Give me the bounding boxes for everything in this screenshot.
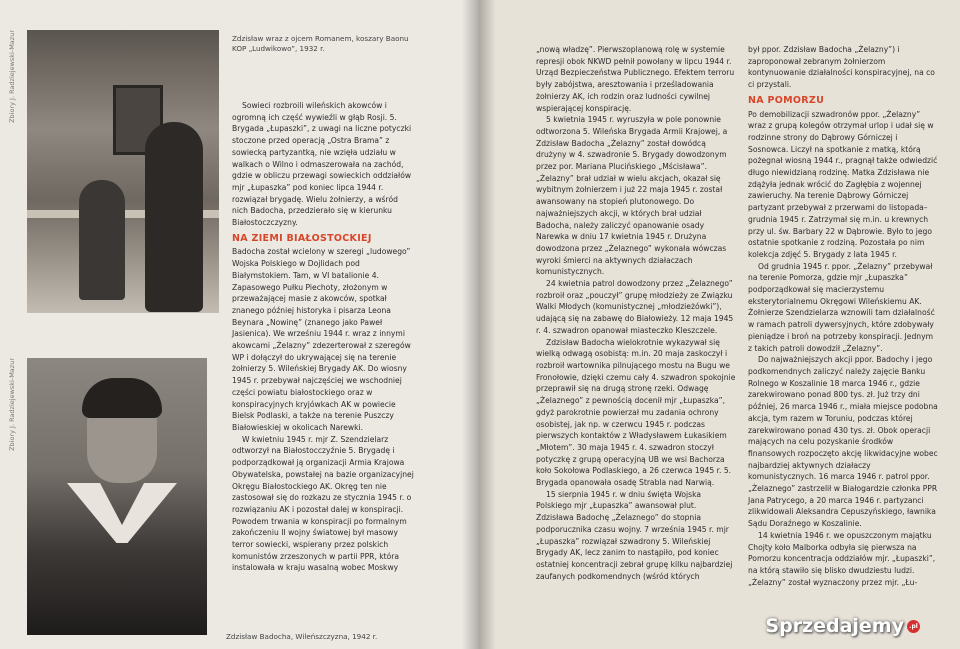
right-page [478, 0, 960, 649]
paragraph: Badocha został wcielony w szeregi „ludowego” Wojska Polskiego w Dojlidach pod Białymstokiem. Tam, w VI batalionie 4. Zapasowego Pułku Piechoty, złożonym w przeważającej masie z akowców, spotkał znanego później historyka i pisarza Leona Beynara „Nowinę” (znanego jako Paweł Jasienica). We wrześniu 1944 r. wraz z innymi akowcami „Żelazny” zdezerterował z szeregów WP i dołączył do ukrywającej się na terenie żołnierzy 5. Wileńskiej Brygady AK. Do wiosny 1945 r. przebywał najczęściej we wschodniej części powiatu białostockiego oraz w konspiracyjnych kryjówkach AK w powiecie Bielsk Podlaski, a także na terenie Puszczy Białowieskiej w okolicach Narewki. [232, 247, 411, 432]
paragraph: 15 sierpnia 1945 r. w dniu święta Wojska Polskiego mjr „Łupaszka” awansował plut. Zdzisława Badochę „Żelaznego” do stopnia podporucznika czasu wojny. 7 września 1945 r. mjr „Łupaszka” rozwiązał szwadrony 5. Wileńskiej Brygady AK, lecz zanim to nastąpiło, pod koniec ostatniej koncentracji zebrał grupę kilku najbardziej zaufanych podkomendnych (wśród których [536, 489, 733, 581]
left-text-column [232, 100, 414, 574]
paragraph: Od grudnia 1945 r. ppor. „Żelazny” przebywał na terenie Pomorza, gdzie mjr „Łupaszka” podporządkował się macierzystemu eksterytorialnemu Okręgowi Wileńskiemu AK. Żołnierze Szendzielarza wznowili tam działalność w ramach patroli dywersyjnych, które zdobywały pieniądze i broń na potrzeby konspiracji. Jednym z takich patroli dowodził „Żelazny”. [748, 261, 935, 353]
right-text-column-2 [748, 44, 938, 588]
paragraph: „nową władzę”. Pierwszoplanową rolę w systemie represji obok NKWD pełnił powołany w lipcu 1944 r. Urząd Bezpieczeństwa Publicznego. Efektem terroru były zabójstwa, aresztowania i prześladowania żołnierzy AK, ich rodzin oraz ludności cywilnej wspierającej konspirację. [536, 45, 735, 113]
right-text-column-1 [536, 44, 736, 582]
paragraph: 14 kwietnia 1946 r. we opuszczonym majątku Chojty koło Malborka odbyła się pierwsza na Pomorzu koncentracja oddziałów mjr. „Łupaszki”, na którą stawiło się blisko dwudziestu ludzi. „Żelazny” został wyznaczony przez mjr. „Łu- [748, 530, 936, 587]
photo-hair [82, 378, 162, 418]
watermark-text: Sprzedajemy [765, 615, 904, 637]
photo-credit-top: Zbiory J. Radziejewski-Mazur [8, 30, 16, 123]
paragraph: Do najważniejszych akcji ppor. Badochy i jego podkomendnych zaliczyć należy zajęcie Banku Rolnego w Koszalinie 18 marca 1946 r., gdzie zarekwirowano ponad 800 tys. zł. Już trzy dni później, 26 marca 1946 r., miała miejsce podobna akcja, tym razem w Toruniu, podczas której zarekwirowano ponad 430 tys. zł. Obok operacji mających na celu pozyskanie środków finansowych rozpoczęto akcję likwidacyjne wobec najbardziej aktywnych działaczy komunistycznych. 16 marca 1946 r. patrol ppor. „Żelaznego” zastrzelił w Białogardzie członka PPR Jana Patrycego, a 20 marca 1946 r. partyzanci zlikwidowali Aleksandra Cepuszyńskiego, ławnika Sądu Doraźnego w Koszalinie. [748, 355, 938, 529]
paragraph: był ppor. Zdzisław Badocha „Żelazny”) i zaproponował zebranym żołnierzom kontynuowanie działalności konspiracyjnej, na co ci przystali. [748, 45, 935, 90]
paragraph: 24 kwietnia patrol dowodzony przez „Żelaznego” rozbroił oraz „pouczył” grupę młodzieży ze Związku Walki Młodych (komunistycznej „młodzieżówki”), udającą się na zabawę do Białowieży. 12 maja 1945 r. 4. szwadron opanował miasteczko Kleszczele. [536, 279, 734, 335]
book-gutter-shadow [462, 0, 496, 649]
watermark-badge: .pl [907, 620, 920, 633]
photo-child-figure [79, 180, 125, 300]
section-heading: NA ZIEMI BIAŁOSTOCKIEJ [232, 232, 372, 244]
paragraph: Zdzisław Badocha wielokrotnie wykazywał się wielką odwagą osobistą: m.in. 20 maja zaskoczył i rozbroił wartownika pilnującego mostu na Bugu we Fronołowie, dzięki czemu cały 4. szwadron spokojnie przeprawił się na drugą stronę rzeki. Odwagę „Żelaznego” z pewnością docenił mjr „Łupaszka”, gdyż parokrotnie powierzał mu zadania ochrony osobistej, jak np. w czerwcu 1945 r. podczas pierwszych kontaktów z Władysławem Łukasikiem „Młotem”. 30 maja 1945 r. 4. szwadron stoczył potyczkę z grupą operacyjną UB we wsi Bachorza koło Sokołowa Podlaskiego, a 26 czerwca 1945 r. 5. Brygada opanowała osadę Strabla nad Narwią. [536, 337, 736, 488]
watermark-logo [765, 615, 920, 637]
photo-credit-bottom: Zbiory J. Radziejewski-Mazur [8, 358, 16, 451]
photo-collar [67, 483, 177, 543]
paragraph: Po demobilizacji szwadronów ppor. „Żelazny” wraz z grupą kolegów otrzymał urlop i udał się w rodzinne strony do Dąbrowy Górniczej i Sosnowca. Liczył na spotkanie z matką, którą pożegnał wiosną 1944 r., pragnął także odwiedzić długo niewidzianą rodzinę. Matka Zdzisława nie zdążyła jednak wrócić do Zagłębia z wojennej zawieruchy. Na terenie Dąbrowy Górniczej partyzant przebywał z przerwami do listopada–grudnia 1945 r. Zatrzymał się m.in. u krewnych przy ul. św. Barbary 22 w Dąbrowie. Było to jego ostatnie spotkanie z rodziną. Pozostała po nim kolekcja zdjęć 5. Brygady z lata 1945 r. [748, 109, 938, 259]
photo-caption-bottom: Zdzisław Badocha, Wileńszczyzna, 1942 r. [226, 632, 378, 641]
photo-father-and-son [27, 30, 219, 313]
paragraph: 5 kwietnia 1945 r. wyruszyła w pole ponownie odtworzona 5. Wileńska Brygada Armii Krajowej, a Zdzisław Badocha „Żelazny” został dowódcą drużyny w 4. szwadronie 5. Brygady dowodzonym przez por. Mariana Plucińskiego „Mścisława”. „Żelazny” brał udział w wielu akcjach, okazał się wybitnym żołnierzem i już 22 maja 1945 r. został awansowany na stopień plutonowego. Do najważniejszych akcji, w których brał udział Badocha, należy zaliczyć opanowanie osady Narewka w dniu 17 kwietnia 1945 r. Drużyna dowodzona przez „Żelaznego” wykonała wówczas wyroki śmierci na aktywnych działaczach komunistycznych. [536, 115, 728, 277]
photo-portrait [27, 358, 207, 635]
photo-soldier-figure [145, 122, 203, 312]
paragraph: W kwietniu 1945 r. mjr Z. Szendzielarz odtworzył na Białostocczyźnie 5. Brygadę i podporządkował ją organizacji Armia Krajowa Obywatelska, powstałej na bazie organizacyjnej Okręgu Białostockiego AK. Okręg ten nie zastosował się do rozkazu ze stycznia 1945 r. o rozwiązaniu AK i pozostał dalej w konspiracji. Powodem trwania w konspiracji po formalnym zakończeniu II wojny światowej był masowy terror sowiecki, wspierany przez polskich komunistów zrzeszonych w partii PPR, która instalowała w kraju wasalną wobec Moskwy [232, 434, 414, 573]
photo-caption-top: Zdzisław wraz z ojcem Romanem, koszary Baonu KOP „Ludwikowo”, 1932 r. [232, 34, 409, 53]
section-heading: NA POMORZU [748, 94, 825, 106]
left-page [0, 0, 478, 649]
paragraph: Sowieci rozbroili wileńskich akowców i ogromną ich część wywieźli w głąb Rosji. 5. Brygada „Łupaszki”, z uwagi na liczne potyczki stoczone przed operacją „Ostra Brama” z sowiecką partyzantką, nie wzięła udziału w walkach o Wilno i odmaszerowała na zachód, gdzie w obliczu przewagi sowieckich oddziałów mjr „Łupaszka” pod koniec lipca 1944 r. rozwiązał brygadę. Wielu żołnierzy, a wśród nich Badocha, przedzierało się w kierunku Białostoczczyzny. [232, 101, 412, 228]
